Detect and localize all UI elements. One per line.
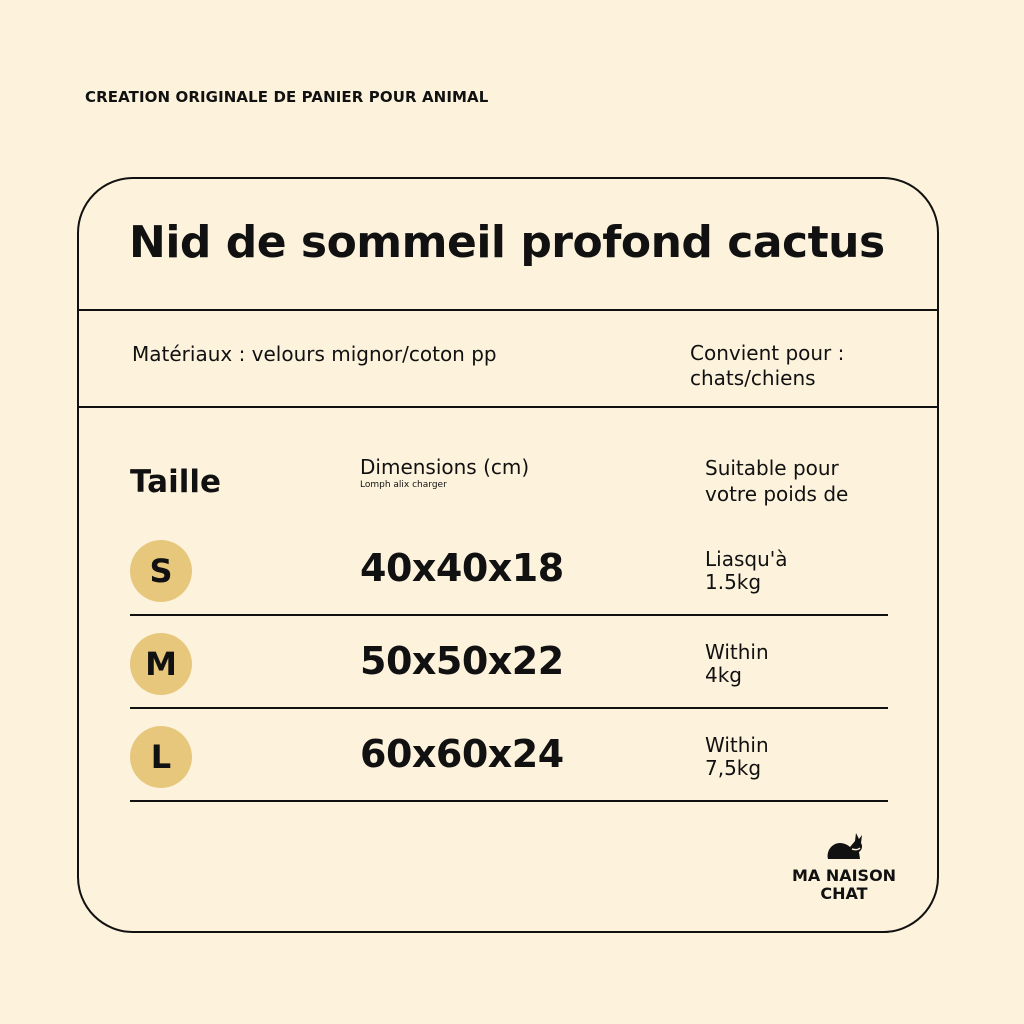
weight-value [705,548,788,594]
dimensions-column-header: Dimensions (cm) [360,455,530,479]
tagline: CREATION ORIGINALE DE PANIER POUR ANIMAL [85,88,489,106]
weight-value [705,641,769,687]
weight-value [705,734,769,780]
size-badge: L [130,726,192,788]
cat-icon [822,829,866,863]
suitable-for-label: Convient pour : [690,341,845,365]
table-row [130,524,888,614]
brand-name-line1: MA NAISON [791,866,897,885]
weight-header-line2: votre poids de [705,482,849,506]
size-badge: S [130,540,192,602]
size-column-header: Taille [130,464,221,500]
weight-column-header [705,455,848,507]
weight-header-line1: Suitable pour [705,456,839,480]
dimensions-value: 40x40x18 [360,546,564,590]
dimensions-value: 60x60x24 [360,732,564,776]
table-row [130,617,888,707]
dimensions-value: 50x50x22 [360,639,564,683]
row-divider [130,707,888,709]
row-divider [130,800,888,802]
suitable-for [690,341,844,391]
product-title: Nid de sommeil profond cactus [129,217,885,268]
weight-line2: 4kg [705,663,743,687]
weight-line2: 1.5kg [705,570,762,594]
weight-line1: Within [705,640,769,664]
dimensions-column-subheader: Lomph alix charger [360,480,447,490]
brand-name [779,867,909,903]
divider [79,309,937,311]
size-badge: M [130,633,192,695]
row-divider [130,614,888,616]
weight-line2: 7,5kg [705,756,762,780]
weight-line1: Within [705,733,769,757]
weight-line1: Liasqu'à [705,547,788,571]
divider [79,406,937,408]
suitable-for-value: chats/chiens [690,366,816,390]
brand-name-line2: CHAT [820,884,868,903]
table-row [130,710,888,800]
materials-text: Matériaux : velours mignor/coton pp [132,342,497,366]
brand-logo [779,829,909,903]
product-card [77,177,939,933]
